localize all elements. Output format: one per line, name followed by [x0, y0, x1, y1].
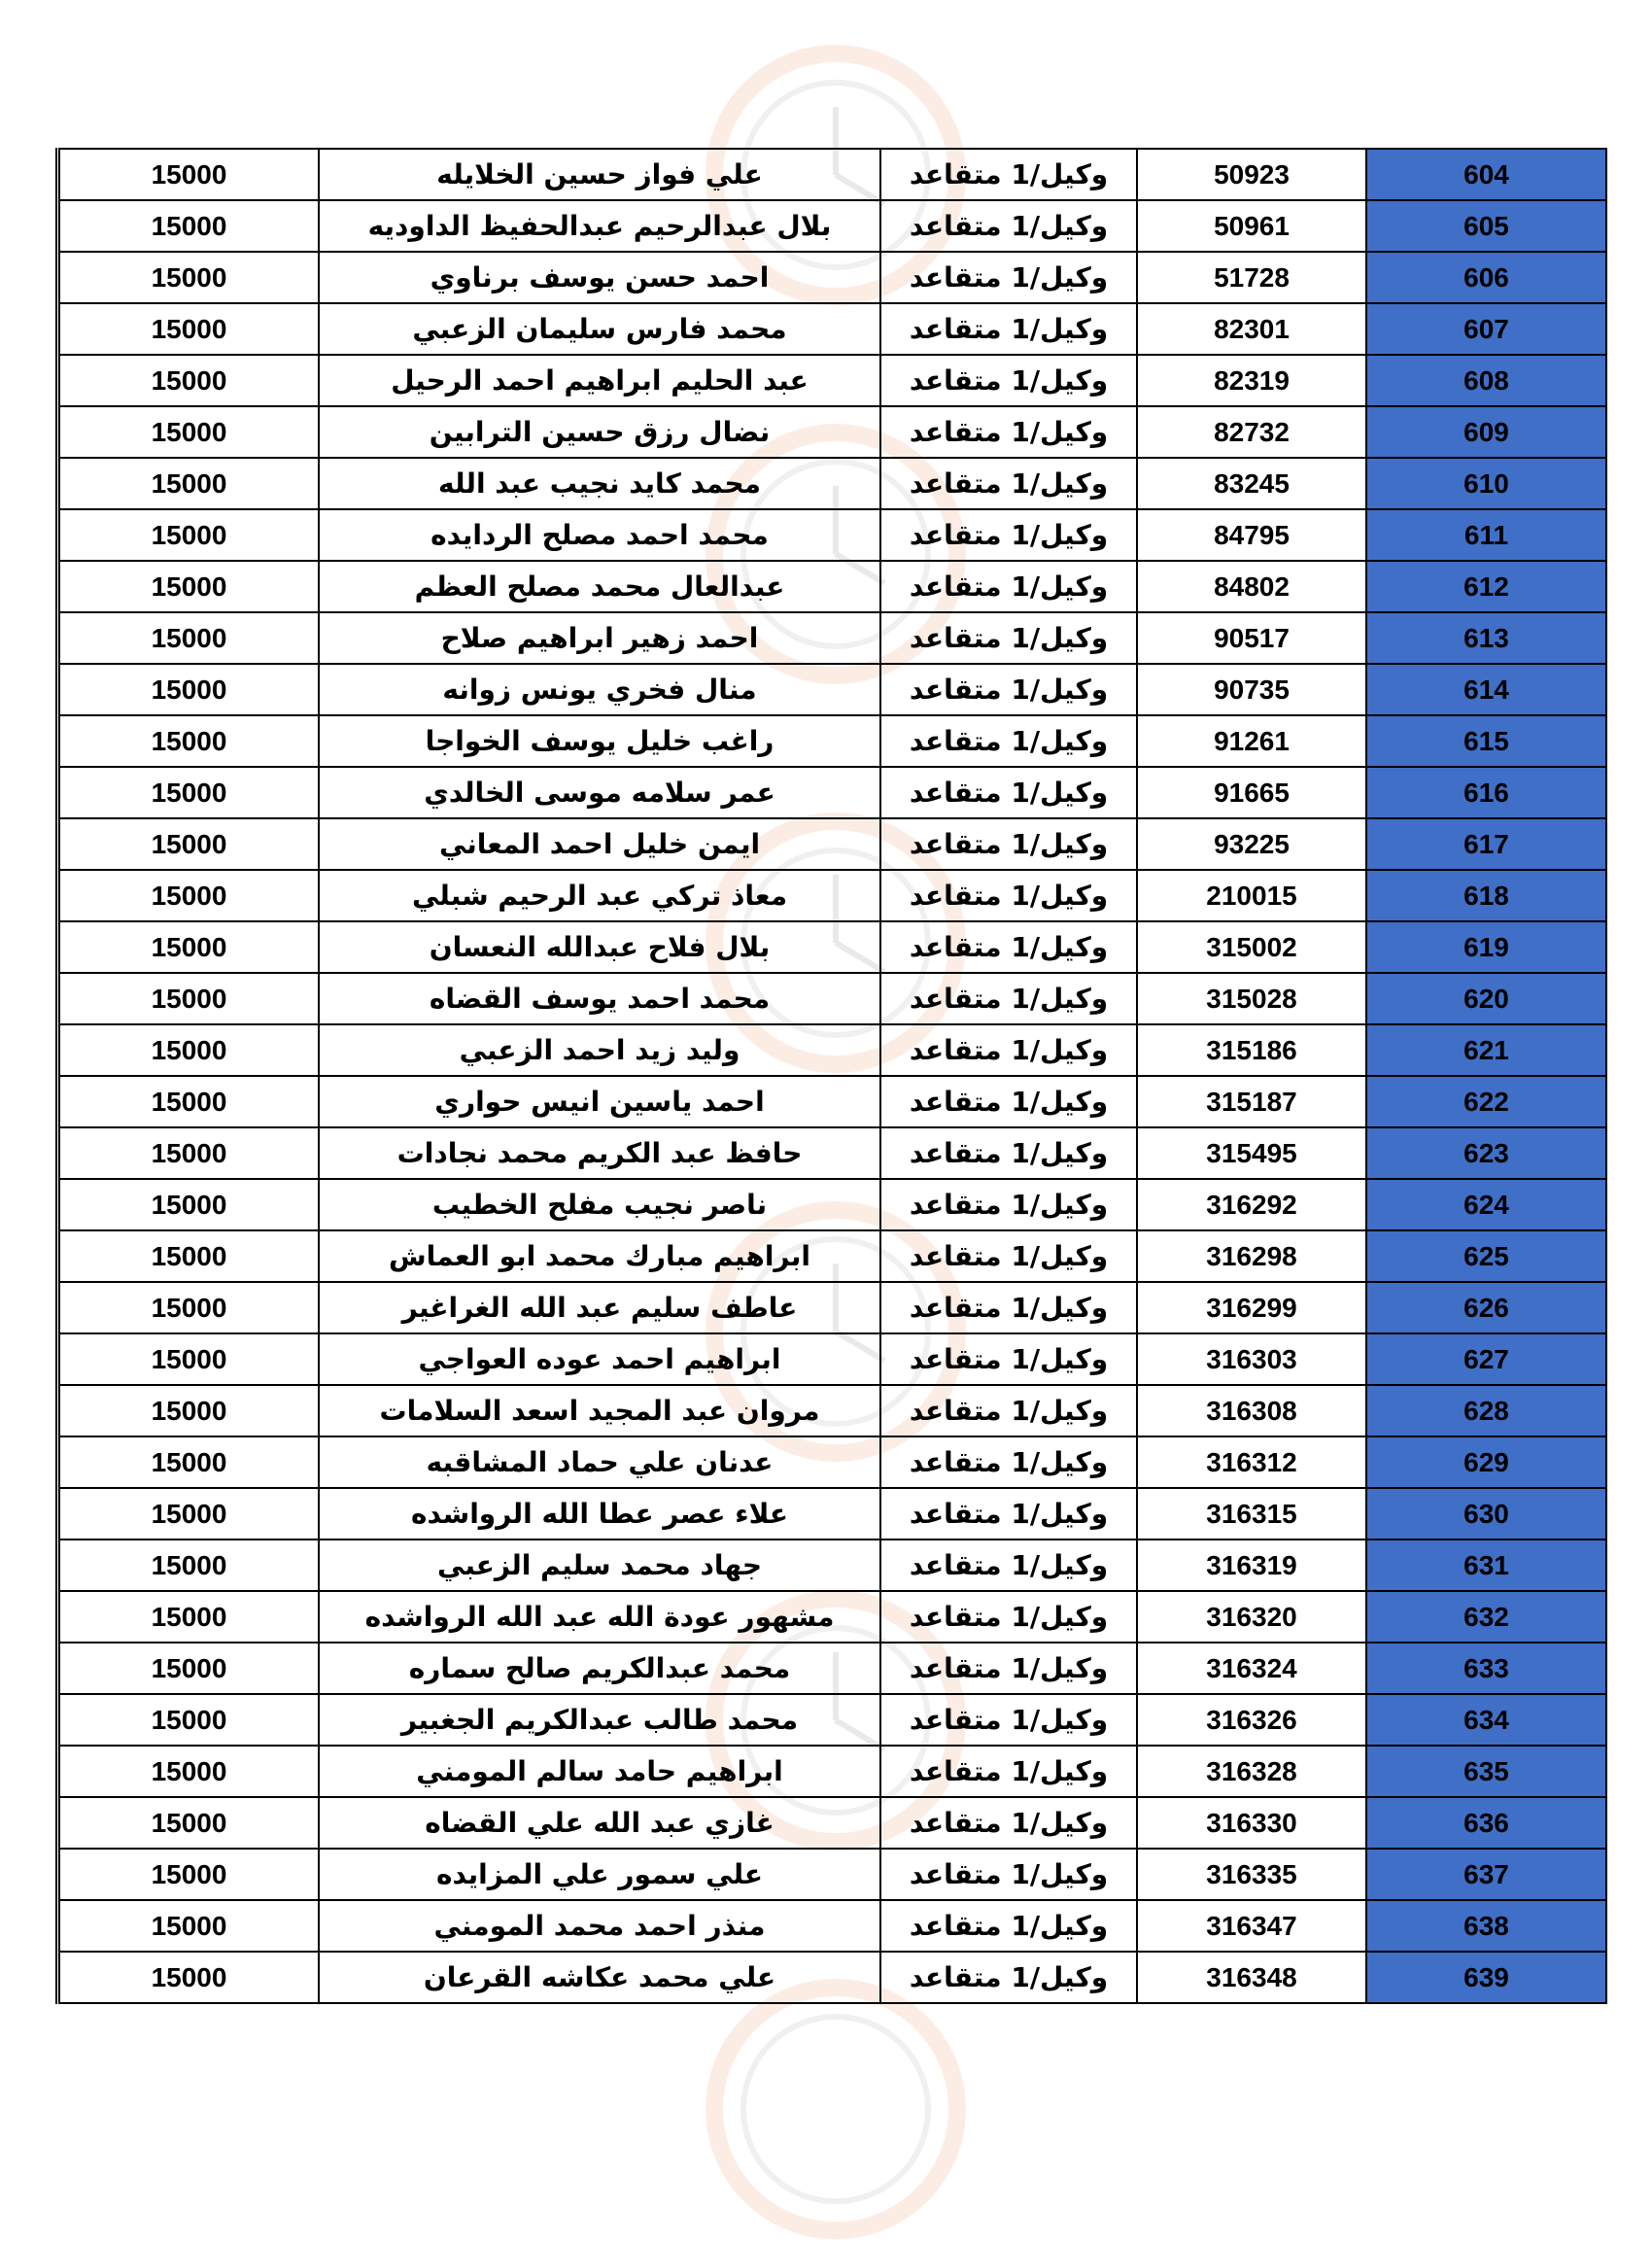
- status-cell: وكيل/1 متقاعد: [880, 355, 1137, 406]
- sequence-cell: 604: [1366, 149, 1606, 200]
- sequence-cell: 611: [1366, 509, 1606, 561]
- code-cell: 316308: [1137, 1385, 1366, 1436]
- status-cell: وكيل/1 متقاعد: [880, 1385, 1137, 1436]
- name-cell: ناصر نجيب مفلح الخطيب: [319, 1179, 880, 1230]
- sequence-cell: 608: [1366, 355, 1606, 406]
- code-cell: 84802: [1137, 561, 1366, 612]
- status-cell: وكيل/1 متقاعد: [880, 767, 1137, 818]
- name-cell: احمد ياسين انيس حواري: [319, 1076, 880, 1127]
- name-cell: مروان عبد المجيد اسعد السلامات: [319, 1385, 880, 1436]
- sequence-cell: 637: [1366, 1849, 1606, 1900]
- code-cell: 82732: [1137, 406, 1366, 458]
- code-cell: 50923: [1137, 149, 1366, 200]
- table-row: [58, 1488, 1607, 1540]
- code-cell: 316320: [1137, 1591, 1366, 1643]
- code-cell: 316312: [1137, 1436, 1366, 1488]
- sequence-cell: 634: [1366, 1694, 1606, 1746]
- amount-cell: 15000: [58, 1436, 320, 1488]
- name-cell: ابراهيم مبارك محمد ابو العماش: [319, 1230, 880, 1282]
- status-cell: وكيل/1 متقاعد: [880, 973, 1137, 1024]
- sequence-cell: 632: [1366, 1591, 1606, 1643]
- status-cell: وكيل/1 متقاعد: [880, 1900, 1137, 1952]
- amount-cell: 15000: [58, 1127, 320, 1179]
- watermark-logo: [700, 1973, 972, 2245]
- table-row: [58, 1385, 1607, 1436]
- amount-cell: 15000: [58, 612, 320, 664]
- table-row: [58, 973, 1607, 1024]
- amount-cell: 15000: [58, 1849, 320, 1900]
- code-cell: 316326: [1137, 1694, 1366, 1746]
- code-cell: 316335: [1137, 1849, 1366, 1900]
- amount-cell: 15000: [58, 458, 320, 509]
- status-cell: وكيل/1 متقاعد: [880, 200, 1137, 252]
- name-cell: ابراهيم احمد عوده العواجي: [319, 1333, 880, 1385]
- code-cell: 315495: [1137, 1127, 1366, 1179]
- amount-cell: 15000: [58, 1797, 320, 1849]
- table-row: [58, 252, 1607, 303]
- code-cell: 51728: [1137, 252, 1366, 303]
- roster-table-body: [58, 149, 1607, 2003]
- code-cell: 316315: [1137, 1488, 1366, 1540]
- status-cell: وكيل/1 متقاعد: [880, 509, 1137, 561]
- code-cell: 316298: [1137, 1230, 1366, 1282]
- code-cell: 316292: [1137, 1179, 1366, 1230]
- name-cell: منال فخري يونس زوانه: [319, 664, 880, 715]
- name-cell: ايمن خليل احمد المعاني: [319, 818, 880, 870]
- name-cell: عبد الحليم ابراهيم احمد الرحيل: [319, 355, 880, 406]
- status-cell: وكيل/1 متقاعد: [880, 1179, 1137, 1230]
- code-cell: 315028: [1137, 973, 1366, 1024]
- roster-table: [55, 148, 1607, 2004]
- amount-cell: 15000: [58, 1952, 320, 2003]
- amount-cell: 15000: [58, 1333, 320, 1385]
- status-cell: وكيل/1 متقاعد: [880, 715, 1137, 767]
- amount-cell: 15000: [58, 921, 320, 973]
- code-cell: 316324: [1137, 1643, 1366, 1694]
- table-row: [58, 1900, 1607, 1952]
- sequence-cell: 619: [1366, 921, 1606, 973]
- sequence-cell: 613: [1366, 612, 1606, 664]
- code-cell: 316347: [1137, 1900, 1366, 1952]
- table-row: [58, 715, 1607, 767]
- table-row: [58, 612, 1607, 664]
- table-row: [58, 1591, 1607, 1643]
- sequence-cell: 609: [1366, 406, 1606, 458]
- name-cell: علي محمد عكاشه القرعان: [319, 1952, 880, 2003]
- status-cell: وكيل/1 متقاعد: [880, 1282, 1137, 1333]
- sequence-cell: 612: [1366, 561, 1606, 612]
- status-cell: وكيل/1 متقاعد: [880, 1952, 1137, 2003]
- amount-cell: 15000: [58, 973, 320, 1024]
- name-cell: محمد عبدالكريم صالح سماره: [319, 1643, 880, 1694]
- sequence-cell: 617: [1366, 818, 1606, 870]
- name-cell: محمد فارس سليمان الزعبي: [319, 303, 880, 355]
- amount-cell: 15000: [58, 870, 320, 921]
- table-row: [58, 509, 1607, 561]
- table-row: [58, 1694, 1607, 1746]
- code-cell: 90517: [1137, 612, 1366, 664]
- amount-cell: 15000: [58, 1282, 320, 1333]
- sequence-cell: 605: [1366, 200, 1606, 252]
- status-cell: وكيل/1 متقاعد: [880, 1540, 1137, 1591]
- sequence-cell: 633: [1366, 1643, 1606, 1694]
- code-cell: 93225: [1137, 818, 1366, 870]
- code-cell: 83245: [1137, 458, 1366, 509]
- table-row: [58, 1643, 1607, 1694]
- amount-cell: 15000: [58, 1385, 320, 1436]
- code-cell: 91261: [1137, 715, 1366, 767]
- sequence-cell: 638: [1366, 1900, 1606, 1952]
- code-cell: 316303: [1137, 1333, 1366, 1385]
- table-row: [58, 1179, 1607, 1230]
- status-cell: وكيل/1 متقاعد: [880, 252, 1137, 303]
- status-cell: وكيل/1 متقاعد: [880, 1076, 1137, 1127]
- table-row: [58, 1746, 1607, 1797]
- status-cell: وكيل/1 متقاعد: [880, 1436, 1137, 1488]
- name-cell: وليد زيد احمد الزعبي: [319, 1024, 880, 1076]
- amount-cell: 15000: [58, 1230, 320, 1282]
- table-row: [58, 1952, 1607, 2003]
- amount-cell: 15000: [58, 355, 320, 406]
- amount-cell: 15000: [58, 818, 320, 870]
- sequence-cell: 621: [1366, 1024, 1606, 1076]
- name-cell: عدنان علي حماد المشاقبه: [319, 1436, 880, 1488]
- name-cell: محمد طالب عبدالكريم الجغبير: [319, 1694, 880, 1746]
- table-row: [58, 149, 1607, 200]
- table-row: [58, 1849, 1607, 1900]
- code-cell: 91665: [1137, 767, 1366, 818]
- name-cell: عاطف سليم عبد الله الغراغير: [319, 1282, 880, 1333]
- sequence-cell: 616: [1366, 767, 1606, 818]
- code-cell: 90735: [1137, 664, 1366, 715]
- name-cell: راغب خليل يوسف الخواجا: [319, 715, 880, 767]
- amount-cell: 15000: [58, 1746, 320, 1797]
- status-cell: وكيل/1 متقاعد: [880, 1849, 1137, 1900]
- name-cell: جهاد محمد سليم الزعبي: [319, 1540, 880, 1591]
- table-row: [58, 303, 1607, 355]
- amount-cell: 15000: [58, 664, 320, 715]
- sequence-cell: 635: [1366, 1746, 1606, 1797]
- amount-cell: 15000: [58, 509, 320, 561]
- name-cell: حافظ عبد الكريم محمد نجادات: [319, 1127, 880, 1179]
- sequence-cell: 620: [1366, 973, 1606, 1024]
- sequence-cell: 614: [1366, 664, 1606, 715]
- name-cell: علاء عصر عطا الله الرواشده: [319, 1488, 880, 1540]
- table-row: [58, 1230, 1607, 1282]
- table-row: [58, 1076, 1607, 1127]
- status-cell: وكيل/1 متقاعد: [880, 1127, 1137, 1179]
- table-row: [58, 1797, 1607, 1849]
- name-cell: علي فواز حسين الخلايله: [319, 149, 880, 200]
- table-row: [58, 1282, 1607, 1333]
- clock-logo-icon: [700, 1973, 972, 2245]
- table-row: [58, 1540, 1607, 1591]
- code-cell: 316319: [1137, 1540, 1366, 1591]
- name-cell: علي سمور علي المزايده: [319, 1849, 880, 1900]
- name-cell: احمد زهير ابراهيم صلاح: [319, 612, 880, 664]
- status-cell: وكيل/1 متقاعد: [880, 303, 1137, 355]
- table-row: [58, 818, 1607, 870]
- status-cell: وكيل/1 متقاعد: [880, 870, 1137, 921]
- code-cell: 315002: [1137, 921, 1366, 973]
- name-cell: بلال فلاح عبدالله النعسان: [319, 921, 880, 973]
- status-cell: وكيل/1 متقاعد: [880, 1333, 1137, 1385]
- status-cell: وكيل/1 متقاعد: [880, 1694, 1137, 1746]
- code-cell: 316348: [1137, 1952, 1366, 2003]
- code-cell: 316299: [1137, 1282, 1366, 1333]
- status-cell: وكيل/1 متقاعد: [880, 561, 1137, 612]
- name-cell: عبدالعال محمد مصلح العظم: [319, 561, 880, 612]
- status-cell: وكيل/1 متقاعد: [880, 1591, 1137, 1643]
- amount-cell: 15000: [58, 1643, 320, 1694]
- amount-cell: 15000: [58, 252, 320, 303]
- name-cell: نضال رزق حسين الترابين: [319, 406, 880, 458]
- sequence-cell: 639: [1366, 1952, 1606, 2003]
- amount-cell: 15000: [58, 149, 320, 200]
- sequence-cell: 629: [1366, 1436, 1606, 1488]
- sequence-cell: 624: [1366, 1179, 1606, 1230]
- status-cell: وكيل/1 متقاعد: [880, 149, 1137, 200]
- amount-cell: 15000: [58, 406, 320, 458]
- sequence-cell: 625: [1366, 1230, 1606, 1282]
- table-row: [58, 458, 1607, 509]
- name-cell: مشهور عودة الله عبد الله الرواشده: [319, 1591, 880, 1643]
- code-cell: 82301: [1137, 303, 1366, 355]
- name-cell: محمد احمد يوسف القضاه: [319, 973, 880, 1024]
- sequence-cell: 622: [1366, 1076, 1606, 1127]
- table-row: [58, 200, 1607, 252]
- amount-cell: 15000: [58, 1900, 320, 1952]
- code-cell: 50961: [1137, 200, 1366, 252]
- status-cell: وكيل/1 متقاعد: [880, 1797, 1137, 1849]
- amount-cell: 15000: [58, 1591, 320, 1643]
- sequence-cell: 610: [1366, 458, 1606, 509]
- sequence-cell: 627: [1366, 1333, 1606, 1385]
- table-row: [58, 870, 1607, 921]
- sequence-cell: 615: [1366, 715, 1606, 767]
- name-cell: معاذ تركي عبد الرحيم شبلي: [319, 870, 880, 921]
- table-row: [58, 664, 1607, 715]
- name-cell: بلال عبدالرحيم عبدالحفيظ الداوديه: [319, 200, 880, 252]
- code-cell: 82319: [1137, 355, 1366, 406]
- code-cell: 315187: [1137, 1076, 1366, 1127]
- sequence-cell: 618: [1366, 870, 1606, 921]
- status-cell: وكيل/1 متقاعد: [880, 1488, 1137, 1540]
- status-cell: وكيل/1 متقاعد: [880, 1024, 1137, 1076]
- amount-cell: 15000: [58, 1024, 320, 1076]
- name-cell: ابراهيم حامد سالم المومني: [319, 1746, 880, 1797]
- name-cell: محمد احمد مصلح الردايده: [319, 509, 880, 561]
- amount-cell: 15000: [58, 1076, 320, 1127]
- amount-cell: 15000: [58, 1179, 320, 1230]
- status-cell: وكيل/1 متقاعد: [880, 1746, 1137, 1797]
- sequence-cell: 631: [1366, 1540, 1606, 1591]
- status-cell: وكيل/1 متقاعد: [880, 921, 1137, 973]
- table-row: [58, 355, 1607, 406]
- amount-cell: 15000: [58, 715, 320, 767]
- sequence-cell: 606: [1366, 252, 1606, 303]
- table-row: [58, 1333, 1607, 1385]
- amount-cell: 15000: [58, 303, 320, 355]
- code-cell: 84795: [1137, 509, 1366, 561]
- sequence-cell: 626: [1366, 1282, 1606, 1333]
- table-row: [58, 1436, 1607, 1488]
- amount-cell: 15000: [58, 200, 320, 252]
- name-cell: غازي عبد الله علي القضاه: [319, 1797, 880, 1849]
- status-cell: وكيل/1 متقاعد: [880, 458, 1137, 509]
- amount-cell: 15000: [58, 1540, 320, 1591]
- name-cell: عمر سلامه موسى الخالدي: [319, 767, 880, 818]
- code-cell: 316328: [1137, 1746, 1366, 1797]
- sequence-cell: 628: [1366, 1385, 1606, 1436]
- status-cell: وكيل/1 متقاعد: [880, 664, 1137, 715]
- status-cell: وكيل/1 متقاعد: [880, 612, 1137, 664]
- sequence-cell: 623: [1366, 1127, 1606, 1179]
- table-row: [58, 1024, 1607, 1076]
- code-cell: 316330: [1137, 1797, 1366, 1849]
- code-cell: 210015: [1137, 870, 1366, 921]
- amount-cell: 15000: [58, 1694, 320, 1746]
- status-cell: وكيل/1 متقاعد: [880, 1643, 1137, 1694]
- sequence-cell: 630: [1366, 1488, 1606, 1540]
- table-row: [58, 1127, 1607, 1179]
- code-cell: 315186: [1137, 1024, 1366, 1076]
- table-row: [58, 921, 1607, 973]
- status-cell: وكيل/1 متقاعد: [880, 1230, 1137, 1282]
- sequence-cell: 636: [1366, 1797, 1606, 1849]
- amount-cell: 15000: [58, 767, 320, 818]
- amount-cell: 15000: [58, 1488, 320, 1540]
- status-cell: وكيل/1 متقاعد: [880, 406, 1137, 458]
- name-cell: منذر احمد محمد المومني: [319, 1900, 880, 1952]
- name-cell: محمد كايد نجيب عبد الله: [319, 458, 880, 509]
- table-row: [58, 767, 1607, 818]
- sequence-cell: 607: [1366, 303, 1606, 355]
- amount-cell: 15000: [58, 561, 320, 612]
- status-cell: وكيل/1 متقاعد: [880, 818, 1137, 870]
- name-cell: احمد حسن يوسف برناوي: [319, 252, 880, 303]
- table-row: [58, 561, 1607, 612]
- table-row: [58, 406, 1607, 458]
